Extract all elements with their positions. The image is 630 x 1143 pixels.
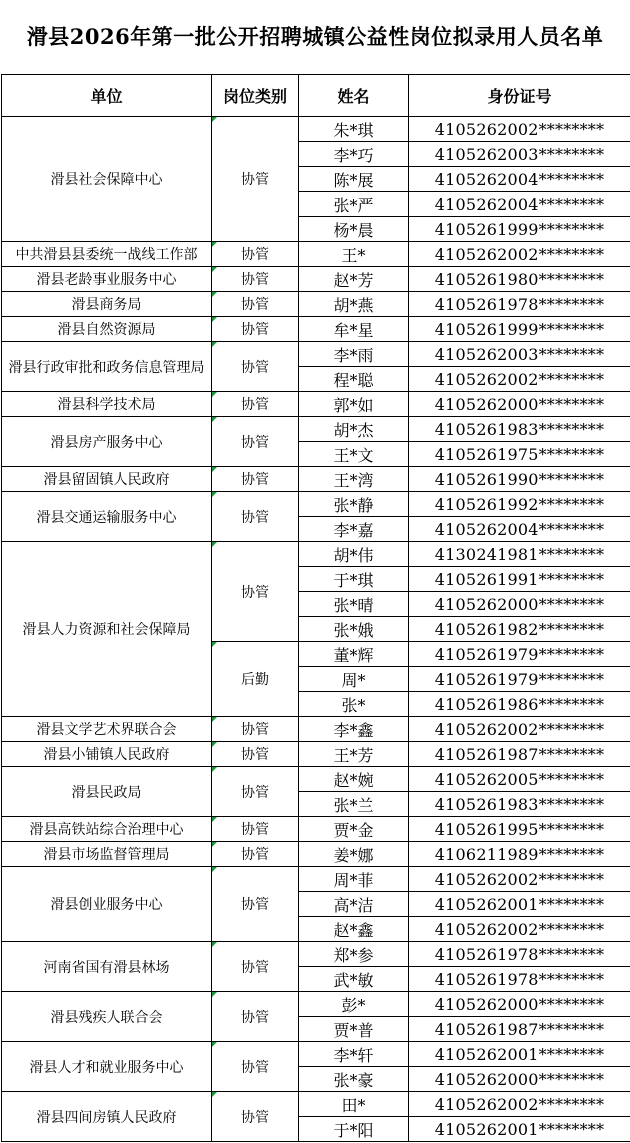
name-cell: 于*琪 [299, 567, 409, 592]
name-cell: 王*湾 [299, 467, 409, 492]
id-cell: 4105261978******** [409, 967, 630, 992]
id-cell: 4105262002******** [409, 367, 630, 392]
name-cell: 张* [299, 692, 409, 717]
type-cell: 协管 [212, 467, 299, 492]
type-cell: 协管 [212, 717, 299, 742]
id-cell: 4105261990******** [409, 467, 630, 492]
id-cell: 4105262002******** [409, 1092, 630, 1117]
name-cell: 贾*金 [299, 817, 409, 842]
type-cell: 协管 [212, 767, 299, 817]
id-cell: 4105262002******** [409, 717, 630, 742]
unit-cell: 滑县房产服务中心 [2, 417, 212, 467]
table-row [2, 1092, 630, 1117]
id-cell: 4105262001******** [409, 1042, 630, 1067]
table-row [2, 767, 630, 792]
type-cell: 协管 [212, 1092, 299, 1142]
table-row [2, 942, 630, 967]
unit-cell: 滑县老龄事业服务中心 [2, 267, 212, 292]
unit-cell: 滑县社会保障中心 [2, 117, 212, 242]
table-row [2, 717, 630, 742]
name-cell: 周*菲 [299, 867, 409, 892]
name-cell: 李*鑫 [299, 717, 409, 742]
unit-cell: 滑县小铺镇人民政府 [2, 742, 212, 767]
type-cell: 协管 [212, 942, 299, 992]
name-cell: 牟*星 [299, 317, 409, 342]
type-cell: 协管 [212, 242, 299, 267]
type-cell: 协管 [212, 842, 299, 867]
name-cell: 王* [299, 242, 409, 267]
id-cell: 4105261983******** [409, 792, 630, 817]
type-cell: 协管 [212, 317, 299, 342]
name-cell: 胡*伟 [299, 542, 409, 567]
unit-cell: 滑县行政审批和政务信息管理局 [2, 342, 212, 392]
id-cell: 4105261999******** [409, 317, 630, 342]
id-cell: 4105261975******** [409, 442, 630, 467]
type-cell: 协管 [212, 342, 299, 392]
type-cell: 后勤 [212, 642, 299, 717]
id-cell: 4105262004******** [409, 517, 630, 542]
name-cell: 周* [299, 667, 409, 692]
name-cell: 李*轩 [299, 1042, 409, 1067]
page-title: 滑县2026年第一批公开招聘城镇公益性岗位拟录用人员名单 [26, 24, 604, 49]
table-row [2, 392, 630, 417]
name-cell: 赵*婉 [299, 767, 409, 792]
id-cell: 4105262002******** [409, 242, 630, 267]
name-cell: 王*芳 [299, 742, 409, 767]
name-cell: 张*严 [299, 192, 409, 217]
name-cell: 于*阳 [299, 1117, 409, 1142]
unit-cell: 滑县科学技术局 [2, 392, 212, 417]
name-cell: 赵*鑫 [299, 917, 409, 942]
header-type: 岗位类别 [212, 75, 299, 117]
type-cell: 协管 [212, 542, 299, 642]
id-cell: 4105261978******** [409, 942, 630, 967]
id-cell: 4105261983******** [409, 417, 630, 442]
id-cell: 4106211989******** [409, 842, 630, 867]
id-cell: 4105262005******** [409, 767, 630, 792]
name-cell: 贾*普 [299, 1017, 409, 1042]
id-cell: 4105262002******** [409, 867, 630, 892]
id-cell: 4105262000******** [409, 1067, 630, 1092]
name-cell: 李*嘉 [299, 517, 409, 542]
unit-cell: 滑县交通运输服务中心 [2, 492, 212, 542]
table-row [2, 542, 630, 567]
table-row [2, 292, 630, 317]
unit-cell: 滑县民政局 [2, 767, 212, 817]
table-row [2, 317, 630, 342]
unit-cell: 滑县文学艺术界联合会 [2, 717, 212, 742]
id-cell: 4105261980******** [409, 267, 630, 292]
name-cell: 李*巧 [299, 142, 409, 167]
name-cell: 董*辉 [299, 642, 409, 667]
type-cell: 协管 [212, 292, 299, 317]
id-cell: 4105262002******** [409, 917, 630, 942]
unit-cell: 滑县自然资源局 [2, 317, 212, 342]
name-cell: 彭* [299, 992, 409, 1017]
table-row [2, 992, 630, 1017]
name-cell: 田* [299, 1092, 409, 1117]
name-cell: 朱*琪 [299, 117, 409, 142]
type-cell: 协管 [212, 817, 299, 842]
table-row [2, 842, 630, 867]
id-cell: 4105261991******** [409, 567, 630, 592]
name-cell: 高*洁 [299, 892, 409, 917]
table-row [2, 867, 630, 892]
id-cell: 4105262003******** [409, 342, 630, 367]
table-row [2, 467, 630, 492]
id-cell: 4105261986******** [409, 692, 630, 717]
id-cell: 4105261982******** [409, 617, 630, 642]
name-cell: 姜*娜 [299, 842, 409, 867]
unit-cell: 滑县人力资源和社会保障局 [2, 542, 212, 717]
unit-cell: 滑县残疾人联合会 [2, 992, 212, 1042]
table-row [2, 342, 630, 367]
name-cell: 李*雨 [299, 342, 409, 367]
type-cell: 协管 [212, 867, 299, 942]
unit-cell: 滑县人才和就业服务中心 [2, 1042, 212, 1092]
name-cell: 张*静 [299, 492, 409, 517]
id-cell: 4105261978******** [409, 292, 630, 317]
table-header-row [2, 75, 630, 117]
type-cell: 协管 [212, 492, 299, 542]
id-cell: 4105262003******** [409, 142, 630, 167]
unit-cell: 滑县商务局 [2, 292, 212, 317]
name-cell: 郑*参 [299, 942, 409, 967]
recruit-table [1, 74, 630, 1142]
unit-cell: 滑县留固镇人民政府 [2, 467, 212, 492]
id-cell: 4105261979******** [409, 642, 630, 667]
header-unit: 单位 [2, 75, 212, 117]
id-cell: 4105262001******** [409, 892, 630, 917]
name-cell: 胡*燕 [299, 292, 409, 317]
type-cell: 协管 [212, 267, 299, 292]
table-row [2, 742, 630, 767]
table-row [2, 817, 630, 842]
header-name: 姓名 [299, 75, 409, 117]
name-cell: 张*娥 [299, 617, 409, 642]
name-cell: 张*晴 [299, 592, 409, 617]
name-cell: 武*敏 [299, 967, 409, 992]
id-cell: 4105262000******** [409, 392, 630, 417]
table-row [2, 492, 630, 517]
table-row [2, 267, 630, 292]
name-cell: 程*聪 [299, 367, 409, 392]
id-cell: 4105261987******** [409, 742, 630, 767]
name-cell: 郭*如 [299, 392, 409, 417]
table-row [2, 417, 630, 442]
id-cell: 4105261995******** [409, 817, 630, 842]
unit-cell: 滑县创业服务中心 [2, 867, 212, 942]
id-cell: 4105262002******** [409, 117, 630, 142]
id-cell: 4105261999******** [409, 217, 630, 242]
unit-cell: 滑县四间房镇人民政府 [2, 1092, 212, 1142]
table-row [2, 242, 630, 267]
type-cell: 协管 [212, 1042, 299, 1092]
unit-cell: 河南省国有滑县林场 [2, 942, 212, 992]
name-cell: 胡*杰 [299, 417, 409, 442]
id-cell: 4105262004******** [409, 167, 630, 192]
id-cell: 4105262004******** [409, 192, 630, 217]
id-cell: 4105262000******** [409, 992, 630, 1017]
type-cell: 协管 [212, 992, 299, 1042]
type-cell: 协管 [212, 117, 299, 242]
name-cell: 张*豪 [299, 1067, 409, 1092]
type-cell: 协管 [212, 392, 299, 417]
id-cell: 4130241981******** [409, 542, 630, 567]
table-row [2, 1042, 630, 1067]
name-cell: 杨*晨 [299, 217, 409, 242]
name-cell: 张*兰 [299, 792, 409, 817]
table-row [2, 117, 630, 142]
id-cell: 4105261979******** [409, 667, 630, 692]
name-cell: 陈*展 [299, 167, 409, 192]
id-cell: 4105261987******** [409, 1017, 630, 1042]
unit-cell: 滑县市场监督管理局 [2, 842, 212, 867]
id-cell: 4105262000******** [409, 592, 630, 617]
id-cell: 4105262001******** [409, 1117, 630, 1142]
unit-cell: 滑县高铁站综合治理中心 [2, 817, 212, 842]
table-body [2, 117, 630, 1142]
name-cell: 赵*芳 [299, 267, 409, 292]
header-id: 身份证号 [409, 75, 630, 117]
type-cell: 协管 [212, 742, 299, 767]
type-cell: 协管 [212, 417, 299, 467]
name-cell: 王*文 [299, 442, 409, 467]
id-cell: 4105261992******** [409, 492, 630, 517]
unit-cell: 中共滑县县委统一战线工作部 [2, 242, 212, 267]
